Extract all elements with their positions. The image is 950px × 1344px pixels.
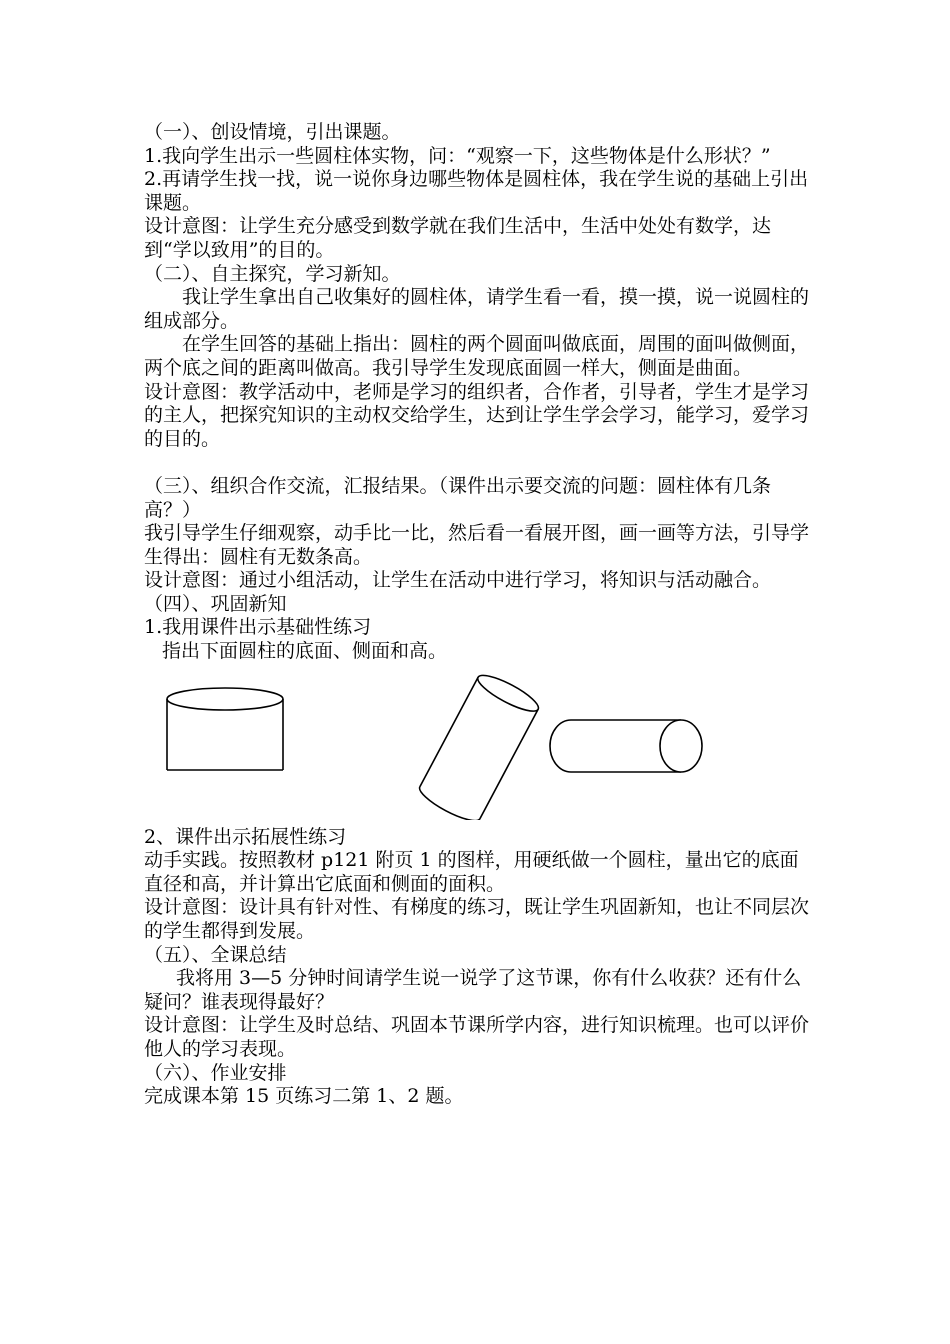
horizontal-cylinder-figure bbox=[550, 720, 702, 772]
section-1-paragraph-1: 1.我向学生出示一些圆柱体实物，问：“观察一下，这些物体是什么形状？” bbox=[144, 144, 771, 167]
section-1-paragraph-2: 2.再请学生找一找，说一说你身边哪些物体是圆柱体，我在学生说的基础上引出课题。 bbox=[144, 168, 809, 214]
section-4-paragraph-4: 动手实践。按照教材 p121 附页 1 的图样，用硬纸做一个圆柱，量出它的底面直径和高，并计算出它底面和侧面的面积。 bbox=[144, 849, 799, 895]
section-4-paragraph-1: 1.我用课件出示基础性练习 bbox=[144, 616, 372, 639]
cylinder-figures-svg bbox=[144, 668, 812, 820]
section-5-design-intent: 设计意图：让学生及时总结、巩固本节课所学内容，进行知识梳理。也可以评价他人的学习表现。 bbox=[144, 1014, 810, 1060]
section-6-title: （六）、作业安排 bbox=[144, 1061, 287, 1084]
section-2-design-intent: 设计意图：教学活动中，老师是学习的组织者，合作者，引导者，学生才是学习的主人，把探究知识的主动权交给学生，达到让学生学会学习，能学习，爱学习的目的。 bbox=[144, 380, 810, 450]
section-4-paragraph-2: 指出下面圆柱的底面、侧面和高。 bbox=[162, 640, 448, 663]
section-6-paragraph-1: 完成课本第 15 页练习二第 1、2 题。 bbox=[144, 1085, 464, 1108]
section-4-paragraph-3: 2、课件出示拓展性练习 bbox=[144, 825, 347, 848]
section-3-design-intent: 设计意图：通过小组活动，让学生在活动中进行学习，将知识与活动融合。 bbox=[144, 569, 772, 592]
upright-cylinder-figure bbox=[167, 688, 283, 770]
section-4-title: （四）、巩固新知 bbox=[144, 592, 287, 615]
section-2-paragraph-1: 我让学生拿出自己收集好的圆柱体，请学生看一看，摸一摸，说一说圆柱的组成部分。 bbox=[144, 286, 810, 332]
section-3-title: （三）、组织合作交流，汇报结果。（课件出示要交流的问题：圆柱体有几条高？） bbox=[144, 474, 772, 521]
section-3-paragraph-1: 我引导学生仔细观察，动手比一比，然后看一看展开图，画一画等方法，引导学生得出：圆柱有无数条高。 bbox=[144, 522, 810, 568]
section-2-title: （二）、自主探究，学习新知。 bbox=[144, 262, 401, 285]
document-body bbox=[144, 121, 812, 1109]
tilted-cylinder-figure bbox=[416, 669, 543, 820]
cylinder-figures bbox=[144, 668, 812, 820]
section-1-design-intent: 设计意图：让学生充分感受到数学就在我们生活中，生活中处处有数学，达到“学以致用”的目的。 bbox=[144, 215, 772, 261]
section-4-design-intent: 设计意图：设计具有针对性、有梯度的练习，既让学生巩固新知，也让不同层次的学生都得到发展。 bbox=[144, 896, 810, 943]
blank-line bbox=[144, 451, 812, 475]
section-1-title: （一）、创设情境，引出课题。 bbox=[144, 121, 401, 143]
section-5-paragraph-1: 我将用 3—5 分钟时间请学生说一说学了这节课，你有什么收获？还有什么疑问？谁表现得最好？ bbox=[144, 967, 802, 1013]
section-5-title: （五）、全课总结 bbox=[144, 943, 287, 966]
section-2-paragraph-2: 在学生回答的基础上指出：圆柱的两个圆面叫做底面，周围的面叫做侧面，两个底之间的距离叫做高。我引导学生发现底面圆一样大，侧面是曲面。 bbox=[144, 333, 810, 379]
